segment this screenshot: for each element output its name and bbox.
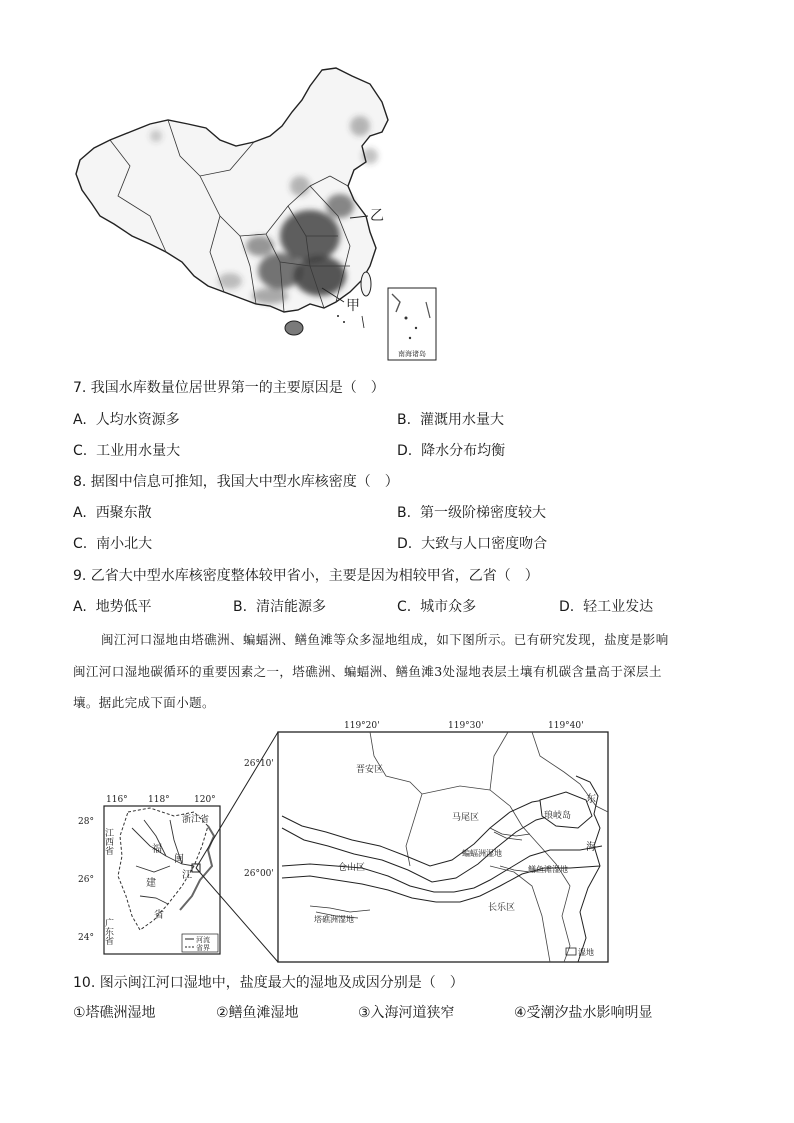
label-jiangxi: 江西省 bbox=[103, 828, 113, 855]
estuary-large-map-frame bbox=[278, 732, 608, 962]
lat-26: 26° bbox=[78, 875, 94, 885]
lat-26-10: 26°10' bbox=[244, 759, 274, 769]
q7-option-b[interactable]: B. 灌溉用水量大 bbox=[397, 412, 504, 428]
q10-item-1[interactable]: ①塔礁洲湿地 bbox=[73, 1005, 156, 1021]
q9-option-a[interactable]: A. 地势低平 bbox=[73, 599, 152, 615]
question-7: 7. 我国水库数量位居世界第一的主要原因是（ ） bbox=[73, 380, 385, 396]
q10-item-4[interactable]: ④受潮汐盐水影响明显 bbox=[514, 1005, 653, 1021]
label-langqi-island: 琅岐岛 bbox=[544, 811, 572, 821]
lat-28: 28° bbox=[78, 817, 94, 827]
lon-118: 118° bbox=[148, 795, 170, 805]
label-hai: 海 bbox=[586, 842, 596, 853]
label-dong: 东 bbox=[586, 794, 596, 805]
label-changle-district: 长乐区 bbox=[488, 903, 516, 913]
passage-line-3: 壤。据此完成下面小题。 bbox=[73, 695, 215, 710]
label-cangshan-district: 仓山区 bbox=[338, 863, 366, 873]
lon-119-40: 119°40' bbox=[548, 721, 584, 731]
fujian-small-map-frame bbox=[104, 806, 220, 954]
label-jian: 建 bbox=[146, 878, 156, 889]
label-sheng: 省 bbox=[154, 910, 164, 921]
q7-option-a[interactable]: A. 人均水资源多 bbox=[73, 412, 180, 428]
lon-116: 116° bbox=[106, 795, 128, 805]
label-jinan-district: 晋安区 bbox=[356, 765, 384, 775]
label-mawei-district: 马尾区 bbox=[452, 813, 480, 823]
label-yi: 乙 bbox=[370, 208, 384, 224]
label-tajiao-wetland: 塔礁洲湿地 bbox=[314, 915, 354, 924]
q8-option-c[interactable]: C. 南小北大 bbox=[73, 536, 153, 552]
label-guangdong: 广东省 bbox=[103, 918, 113, 945]
lon-119-30: 119°30' bbox=[448, 721, 484, 731]
q10-item-2[interactable]: ②鳝鱼滩湿地 bbox=[216, 1005, 299, 1021]
q8-option-b[interactable]: B. 第一级阶梯密度较大 bbox=[397, 505, 546, 521]
passage-line-2: 闽江河口湿地碳循环的重要因素之一，塔礁洲、蝙蝠洲、鳝鱼滩3处湿地表层土壤有机碳含量高于深层土 bbox=[73, 664, 662, 679]
label-fu: 福 bbox=[152, 844, 162, 855]
south-china-sea-inset bbox=[388, 288, 436, 360]
label-min: 闽 bbox=[174, 854, 184, 865]
legend-boundary: 省界 bbox=[196, 944, 210, 952]
lat-24: 24° bbox=[78, 933, 94, 943]
small-map-legend bbox=[182, 934, 218, 952]
q9-option-b[interactable]: B. 清洁能源多 bbox=[233, 599, 326, 615]
label-zhejiang: 浙江省 bbox=[182, 815, 210, 825]
question-10: 10. 图示闽江河口湿地中，盐度最大的湿地及成因分别是（ ） bbox=[73, 975, 464, 991]
label-jia: 甲 bbox=[346, 298, 360, 314]
lon-120: 120° bbox=[194, 795, 216, 805]
q9-option-d[interactable]: D. 轻工业发达 bbox=[559, 599, 654, 615]
q7-option-d[interactable]: D. 降水分布均衡 bbox=[397, 443, 506, 459]
label-bianfu-wetland: 蝙蝠洲湿地 bbox=[462, 849, 502, 858]
question-8: 8. 据图中信息可推知，我国大中型水库核密度（ ） bbox=[73, 474, 399, 490]
question-9: 9. 乙省大中型水库核密度整体较甲省小，主要是因为相较甲省，乙省（ ） bbox=[73, 568, 539, 584]
q9-option-c[interactable]: C. 城市众多 bbox=[397, 599, 477, 615]
label-jiang: 江 bbox=[182, 870, 192, 881]
passage-line-1: 闽江河口湿地由塔礁洲、蝙蝠洲、鳝鱼滩等众多湿地组成，如下图所示。已有研究发现，盐度是影响 bbox=[101, 632, 669, 647]
q10-item-3[interactable]: ③入海河道狭窄 bbox=[358, 1005, 455, 1021]
lon-119-20: 119°20' bbox=[344, 721, 380, 731]
inset-label: 南海诸岛 bbox=[398, 350, 426, 358]
legend-wetland: 湿地 bbox=[578, 948, 594, 957]
china-reservoir-density-map bbox=[70, 66, 450, 366]
q8-option-a[interactable]: A. 西聚东散 bbox=[73, 505, 152, 521]
q7-option-c[interactable]: C. 工业用水量大 bbox=[73, 443, 181, 459]
legend-river: 河流 bbox=[196, 936, 210, 944]
min-river-estuary-map bbox=[70, 716, 620, 966]
lat-26-00: 26°00' bbox=[244, 869, 274, 879]
q8-option-d[interactable]: D. 大致与人口密度吻合 bbox=[397, 536, 548, 552]
label-shanyu-wetland: 鳝鱼滩湿地 bbox=[528, 865, 568, 874]
